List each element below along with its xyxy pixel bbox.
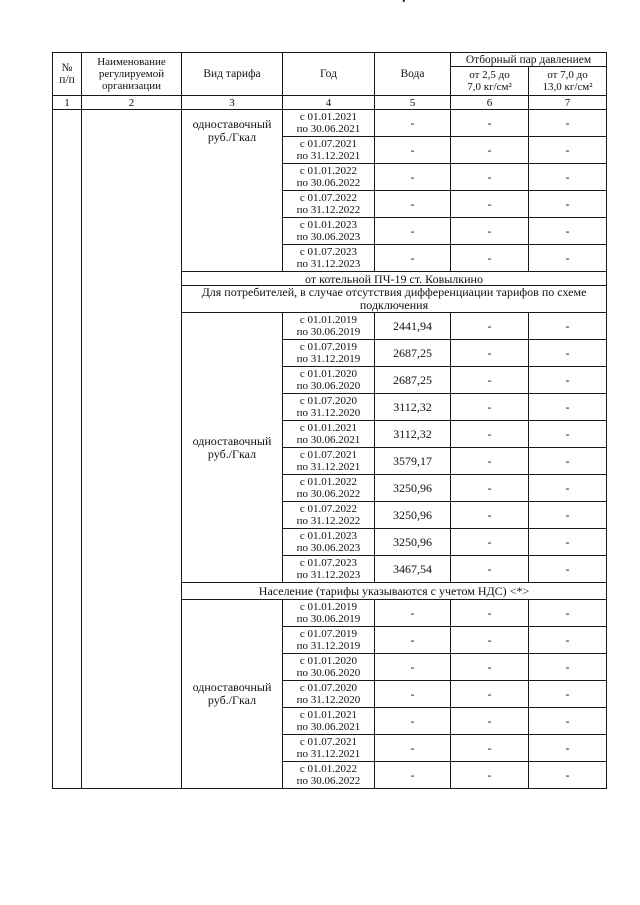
water-value: - [375, 218, 451, 245]
header-tariff-type: Вид тарифа [182, 53, 283, 96]
water-value: 2441,94 [375, 313, 451, 340]
steam-a-value: - [451, 394, 529, 421]
steam-a-value: - [451, 735, 529, 762]
num-cell [53, 110, 82, 789]
water-value: 3579,17 [375, 448, 451, 475]
period-cell: с 01.07.2022 по 31.12.2022 [283, 191, 375, 218]
header-steam-a: от 2,5 до 7,0 кг/см² [451, 67, 529, 96]
steam-a-value: - [451, 137, 529, 164]
column-index: 6 [451, 96, 529, 110]
steam-a-value: - [451, 191, 529, 218]
steam-b-value: - [529, 502, 607, 529]
water-value: 3250,96 [375, 475, 451, 502]
period-cell: с 01.01.2023 по 30.06.2023 [283, 529, 375, 556]
steam-b-value: - [529, 475, 607, 502]
header-steam-b: от 7,0 до 13,0 кг/см² [529, 67, 607, 96]
period-cell: с 01.01.2019 по 30.06.2019 [283, 313, 375, 340]
column-index: 2 [82, 96, 182, 110]
steam-a-value: - [451, 448, 529, 475]
steam-b-value: - [529, 529, 607, 556]
steam-a-value: - [451, 708, 529, 735]
column-index: 7 [529, 96, 607, 110]
period-cell: с 01.01.2021 по 30.06.2021 [283, 421, 375, 448]
water-value: - [375, 110, 451, 137]
period-cell: с 01.07.2020 по 31.12.2020 [283, 681, 375, 708]
period-cell: с 01.07.2022 по 31.12.2022 [283, 502, 375, 529]
steam-a-value: - [451, 218, 529, 245]
water-value: - [375, 245, 451, 272]
header-water: Вода [375, 53, 451, 96]
steam-a-value: - [451, 340, 529, 367]
water-value: 3250,96 [375, 529, 451, 556]
water-value: 3250,96 [375, 502, 451, 529]
section-population-title: Население (тарифы указываются с учетом НДС) <*> [182, 583, 607, 600]
header-year: Год [283, 53, 375, 96]
steam-b-value: - [529, 600, 607, 627]
water-value: - [375, 600, 451, 627]
steam-a-value: - [451, 367, 529, 394]
steam-b-value: - [529, 762, 607, 789]
period-cell: с 01.01.2021 по 30.06.2021 [283, 708, 375, 735]
period-cell: с 01.01.2023 по 30.06.2023 [283, 218, 375, 245]
steam-a-value: - [451, 502, 529, 529]
column-index: 4 [283, 96, 375, 110]
steam-a-value: - [451, 313, 529, 340]
period-cell: с 01.07.2021 по 31.12.2021 [283, 735, 375, 762]
steam-a-value: - [451, 627, 529, 654]
steam-b-value: - [529, 421, 607, 448]
tariff-table [52, 52, 607, 789]
steam-a-value: - [451, 421, 529, 448]
tariff-row [53, 110, 607, 137]
column-index: 3 [182, 96, 283, 110]
steam-b-value: - [529, 137, 607, 164]
steam-b-value: - [529, 313, 607, 340]
water-value: 3112,32 [375, 421, 451, 448]
column-index: 1 [53, 96, 82, 110]
water-value: - [375, 762, 451, 789]
tariff-type-label: одноставочный руб./Гкал [182, 600, 283, 789]
period-cell: с 01.01.2020 по 30.06.2020 [283, 367, 375, 394]
steam-a-value: - [451, 556, 529, 583]
steam-b-value: - [529, 627, 607, 654]
steam-a-value: - [451, 164, 529, 191]
header-org: Наименование регулируемой организации [82, 53, 182, 96]
water-value: - [375, 654, 451, 681]
steam-b-value: - [529, 681, 607, 708]
steam-a-value: - [451, 529, 529, 556]
water-value: 3112,32 [375, 394, 451, 421]
water-value: - [375, 708, 451, 735]
water-value: 2687,25 [375, 367, 451, 394]
steam-b-value: - [529, 367, 607, 394]
top-edge-mark [402, 0, 414, 4]
period-cell: с 01.01.2019 по 30.06.2019 [283, 600, 375, 627]
period-cell: с 01.01.2022 по 30.06.2022 [283, 164, 375, 191]
steam-a-value: - [451, 475, 529, 502]
header-row-1 [53, 53, 607, 67]
column-index: 5 [375, 96, 451, 110]
section-boiler-title: от котельной ПЧ-19 ст. Ковылкино [182, 272, 607, 286]
column-index-row [53, 96, 607, 110]
header-steam-group: Отборный пар давлением [451, 53, 607, 67]
period-cell: с 01.07.2023 по 31.12.2023 [283, 556, 375, 583]
steam-b-value: - [529, 191, 607, 218]
steam-b-value: - [529, 245, 607, 272]
water-value: 3467,54 [375, 556, 451, 583]
steam-b-value: - [529, 735, 607, 762]
organization-cell [82, 110, 182, 789]
period-cell: с 01.07.2019 по 31.12.2019 [283, 627, 375, 654]
steam-b-value: - [529, 218, 607, 245]
steam-b-value: - [529, 654, 607, 681]
steam-a-value: - [451, 110, 529, 137]
tariff-type-label: одноставочный руб./Гкал [182, 313, 283, 583]
steam-a-value: - [451, 245, 529, 272]
steam-b-value: - [529, 110, 607, 137]
water-value: - [375, 735, 451, 762]
period-cell: с 01.07.2020 по 31.12.2020 [283, 394, 375, 421]
steam-b-value: - [529, 708, 607, 735]
water-value: - [375, 191, 451, 218]
period-cell: с 01.07.2021 по 31.12.2021 [283, 448, 375, 475]
period-cell: с 01.01.2022 по 30.06.2022 [283, 475, 375, 502]
tariff-type-label: одноставочный руб./Гкал [182, 110, 283, 272]
steam-a-value: - [451, 681, 529, 708]
period-cell: с 01.07.2023 по 31.12.2023 [283, 245, 375, 272]
period-cell: с 01.01.2020 по 30.06.2020 [283, 654, 375, 681]
period-cell: с 01.01.2022 по 30.06.2022 [283, 762, 375, 789]
steam-b-value: - [529, 394, 607, 421]
water-value: - [375, 164, 451, 191]
period-cell: с 01.07.2019 по 31.12.2019 [283, 340, 375, 367]
steam-a-value: - [451, 600, 529, 627]
period-cell: с 01.07.2021 по 31.12.2021 [283, 137, 375, 164]
header-num: № п/п [53, 53, 82, 96]
steam-b-value: - [529, 448, 607, 475]
water-value: - [375, 681, 451, 708]
steam-b-value: - [529, 164, 607, 191]
steam-b-value: - [529, 340, 607, 367]
steam-b-value: - [529, 556, 607, 583]
water-value: - [375, 137, 451, 164]
section-consumers-title: Для потребителей, в случае отсутствия дифференциации тарифов по схеме подключения [182, 286, 607, 313]
water-value: 2687,25 [375, 340, 451, 367]
steam-a-value: - [451, 654, 529, 681]
period-cell: с 01.01.2021 по 30.06.2021 [283, 110, 375, 137]
steam-a-value: - [451, 762, 529, 789]
water-value: - [375, 627, 451, 654]
